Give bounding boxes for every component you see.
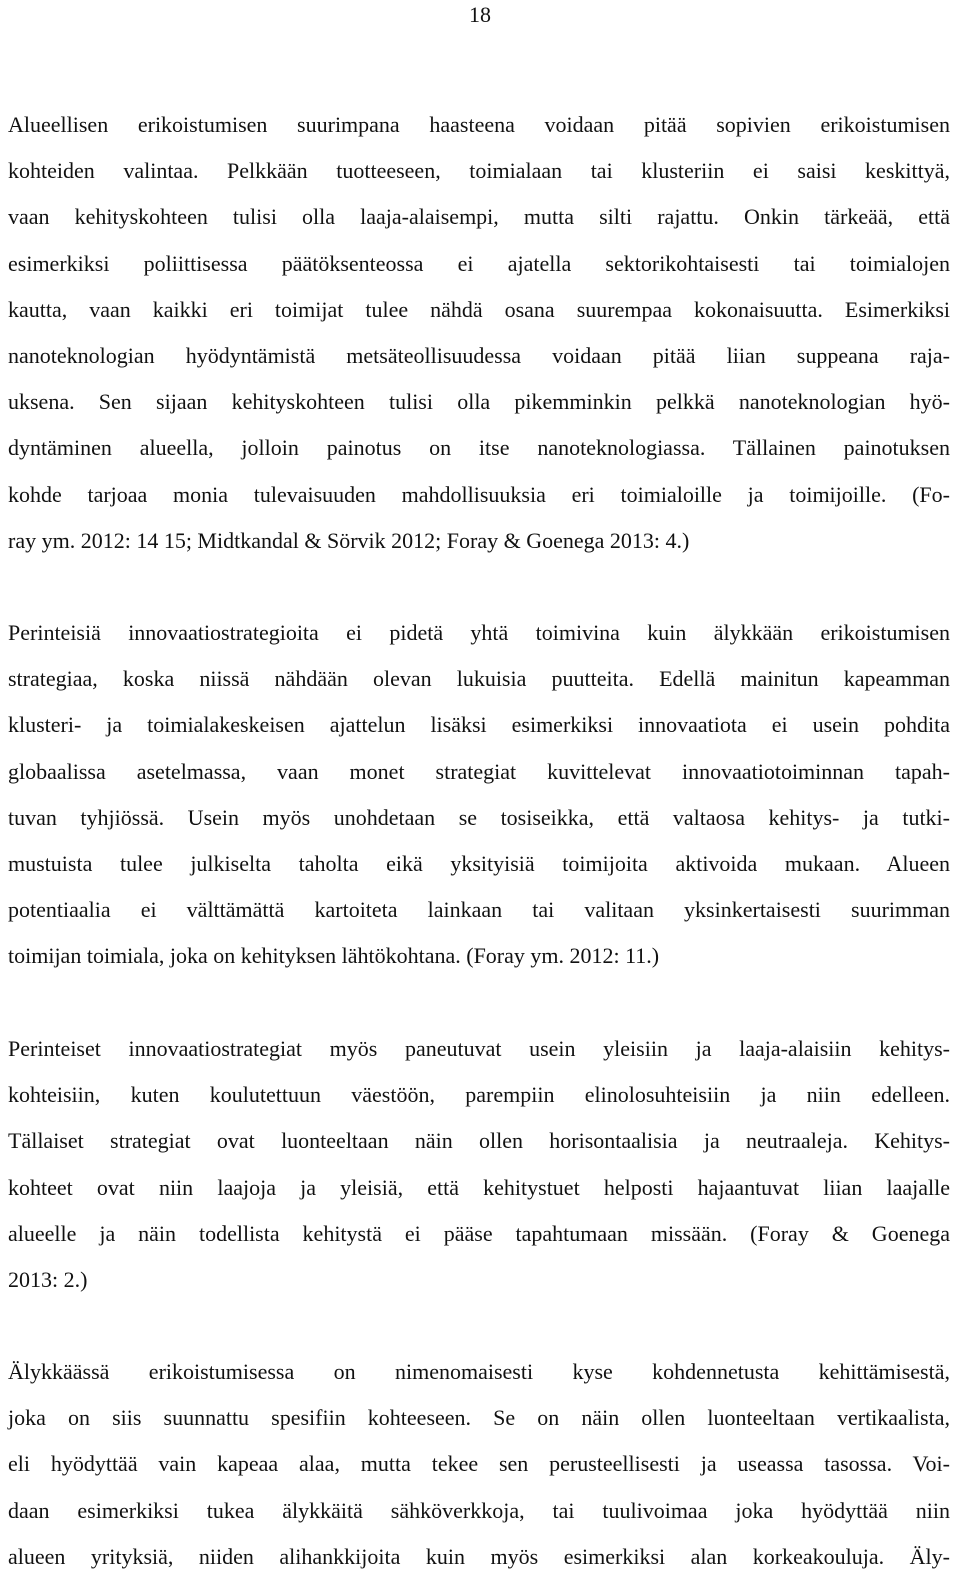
text-line: uksena. Sen sijaan kehityskohteen tulisi olla pikemminkin pelkkä nanoteknologian hyö-: [8, 389, 950, 415]
text-line: Perinteisiä innovaatiostrategioita ei pidetä yhtä toimivina kuin älykkään erikoistumisen: [8, 620, 950, 645]
paragraph-4: [8, 1349, 950, 1580]
text-line: globaalissa asetelmassa, vaan monet strategiat kuvittelevat innovaatiotoiminnan tapah-: [8, 758, 950, 784]
text-line: kohteisiin, kuten koulutettuun väestöön, parempiin elinolosuhteisiin ja niin edelleen.: [8, 1082, 950, 1108]
paragraph-1: [8, 102, 950, 564]
text-line: nanoteknologian hyödyntämistä metsäteollisuudessa voidaan pitää liian suppeana raja-: [8, 342, 950, 368]
text-line: mustuista tulee julkiselta taholta eikä yksityisiä toimijoita aktivoida mukaan. Alueen: [8, 850, 950, 876]
text-line: alueelle ja näin todellista kehitystä ei pääse tapahtumaan missään. (Foray & Goenega: [8, 1220, 950, 1246]
text-line: strategiaa, koska niissä nähdään olevan lukuisia puutteita. Edellä mainitun kapeamman: [8, 666, 950, 692]
text-line: alueen yrityksiä, niiden alihankkijoita kuin myös esimerkiksi alan korkeakouluja. Äly-: [8, 1543, 950, 1569]
text-line: vaan kehityskohteen tulisi olla laaja-alaisempi, mutta silti rajattu. Onkin tärkeää, että: [8, 204, 950, 230]
text-line: kohteet ovat niin laajoja ja yleisiä, että kehitystuet helposti hajaantuvat liian laajalle: [8, 1174, 950, 1200]
text-line: Perinteiset innovaatiostrategiat myös paneutuvat usein yleisiin ja laaja-alaisiin kehitys-: [8, 1036, 950, 1061]
text-line: dyntäminen alueella, jolloin painotus on itse nanoteknologiassa. Tällainen painotuksen: [8, 435, 950, 461]
text-line: klusteri- ja toimialakeskeisen ajattelun lisäksi esimerkiksi innovaatiota ei usein pohdita: [8, 712, 950, 738]
text-line: kautta, vaan kaikki eri toimijat tulee nähdä osana suurempaa kokonaisuutta. Esimerkiksi: [8, 296, 950, 322]
paragraph-3: [8, 1026, 950, 1303]
text-line: esimerkiksi poliittisessa päätöksenteossa ei ajatella sektorikohtaisesti tai toimialojen: [8, 250, 950, 276]
text-line: eli hyödyttää vain kapeaa alaa, mutta tekee sen perusteellisesti ja useassa tasossa. Voi-: [8, 1451, 950, 1477]
text-line: Älykkäässä erikoistumisessa on nimenomaisesti kyse kohdennetusta kehittämisestä,: [8, 1359, 950, 1384]
text-line: toimijan toimiala, joka on kehityksen lähtökohtana. (Foray ym. 2012: 11.): [8, 943, 660, 969]
text-line: potentiaalia ei välttämättä kartoiteta lainkaan tai valitaan yksinkertaisesti suurimman: [8, 897, 950, 923]
text-line: ray ym. 2012: 14 15; Midtkandal & Sörvik 2012; Foray & Goenega 2013: 4.): [8, 527, 690, 553]
text-line: kohteiden valintaa. Pelkkään tuotteeseen, toimialaan tai klusteriin ei saisi keskittyä,: [8, 158, 950, 184]
text-line: Alueellisen erikoistumisen suurimpana haasteena voidaan pitää sopivien erikoistumisen: [8, 112, 950, 137]
page-number: 18: [469, 2, 491, 27]
text-line: joka on siis suunnattu spesifiin kohteeseen. Se on näin ollen luonteeltaan vertikaalista,: [8, 1405, 950, 1431]
text-line: daan esimerkiksi tukea älykkäitä sähköverkkoja, tai tuulivoimaa joka hyödyttää niin: [8, 1497, 950, 1523]
text-line: kohde tarjoaa monia tulevaisuuden mahdollisuuksia eri toimialoille ja toimijoille. (Fo-: [8, 481, 950, 507]
text-line: Tällaiset strategiat ovat luonteeltaan näin ollen horisontaalisia ja neutraaleja. Kehitys-: [8, 1128, 950, 1154]
paragraph-2: [8, 610, 950, 980]
text-line: 2013: 2.): [8, 1266, 88, 1292]
text-line: tuvan tyhjiössä. Usein myös unohdetaan se tosiseikka, että valtaosa kehitys- ja tutki-: [8, 804, 950, 830]
